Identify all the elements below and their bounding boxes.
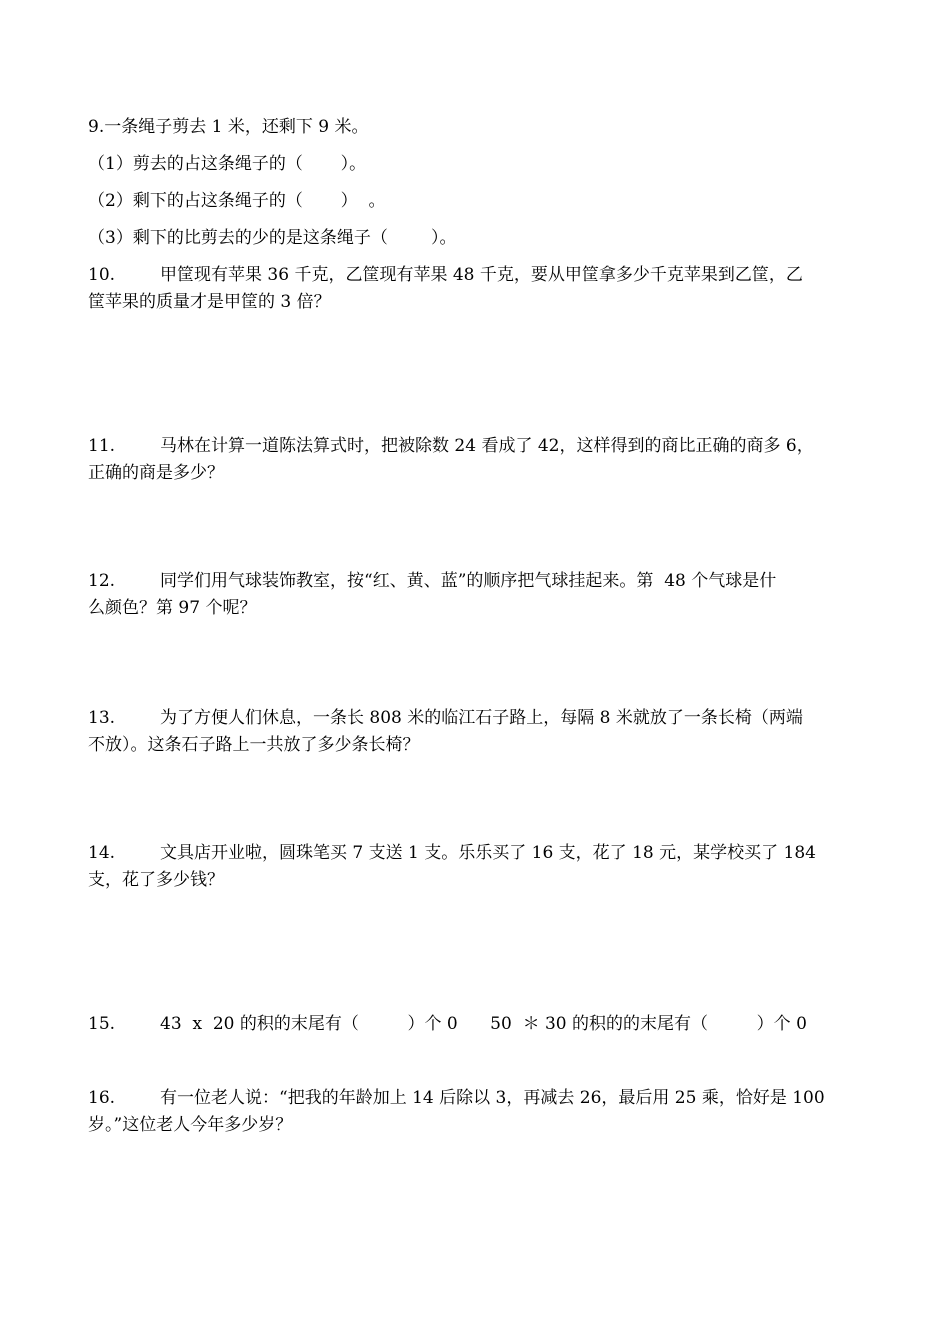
question-13-line-1: 为了方便人们休息，一条长 808 米的临江石子路上，每隔 8 米就放了一条长椅（两端 xyxy=(160,708,803,728)
question-9-stem: 9.一条绳子剪去 1 米，还剩下 9 米。 xyxy=(88,117,369,137)
question-11-line-1: 马林在计算一道陈法算式时，把被除数 24 看成了 42，这样得到的商比正确的商多 6， xyxy=(160,436,814,456)
question-14-number: 14. xyxy=(88,843,116,863)
question-9-sub-3: （3）剩下的比剪去的少的是这条绳子（ ）。 xyxy=(88,228,457,248)
question-9-sub-2: （2）剩下的占这条绳子的（ ） 。 xyxy=(88,191,386,211)
question-15-line-1: 43 x 20 的积的末尾有（ ）个 0 50 ＊ 30 的积的的末尾有（ ）个 0 xyxy=(160,1014,807,1034)
question-16-line-2: 岁。”这位老人今年多少岁？ xyxy=(88,1115,293,1135)
question-13-number: 13. xyxy=(88,708,116,728)
question-10-number: 10. xyxy=(88,265,116,285)
question-11-number: 11. xyxy=(88,436,116,456)
question-14-line-1: 文具店开业啦，圆珠笔买 7 支送 1 支。乐乐买了 16 支，花了 18 元，某学校买了 184 xyxy=(160,843,816,863)
question-16-line-1: 有一位老人说：“把我的年龄加上 14 后除以 3，再减去 26，最后用 25 乘，恰好是 100 xyxy=(160,1088,825,1108)
question-15-number: 15. xyxy=(88,1014,116,1034)
question-10-line-2: 筐苹果的质量才是甲筐的 3 倍？ xyxy=(88,292,331,312)
question-16-number: 16. xyxy=(88,1088,116,1108)
question-14-line-2: 支，花了多少钱？ xyxy=(88,870,224,890)
question-11-line-2: 正确的商是多少？ xyxy=(88,463,224,483)
question-10-line-1: 甲筐现有苹果 36 千克，乙筐现有苹果 48 千克，要从甲筐拿多少千克苹果到乙筐，乙 xyxy=(160,265,803,285)
question-12-line-2: 么颜色？第 97 个呢？ xyxy=(88,598,257,618)
question-13-line-2: 不放）。这条石子路上一共放了多少条长椅？ xyxy=(88,735,420,755)
question-9-sub-1: （1）剪去的占这条绳子的（ ）。 xyxy=(88,154,367,174)
question-12-number: 12. xyxy=(88,571,116,591)
question-12-line-1: 同学们用气球装饰教室，按“红、黄、蓝”的顺序把气球挂起来。第 48 个气球是什 xyxy=(160,571,777,591)
